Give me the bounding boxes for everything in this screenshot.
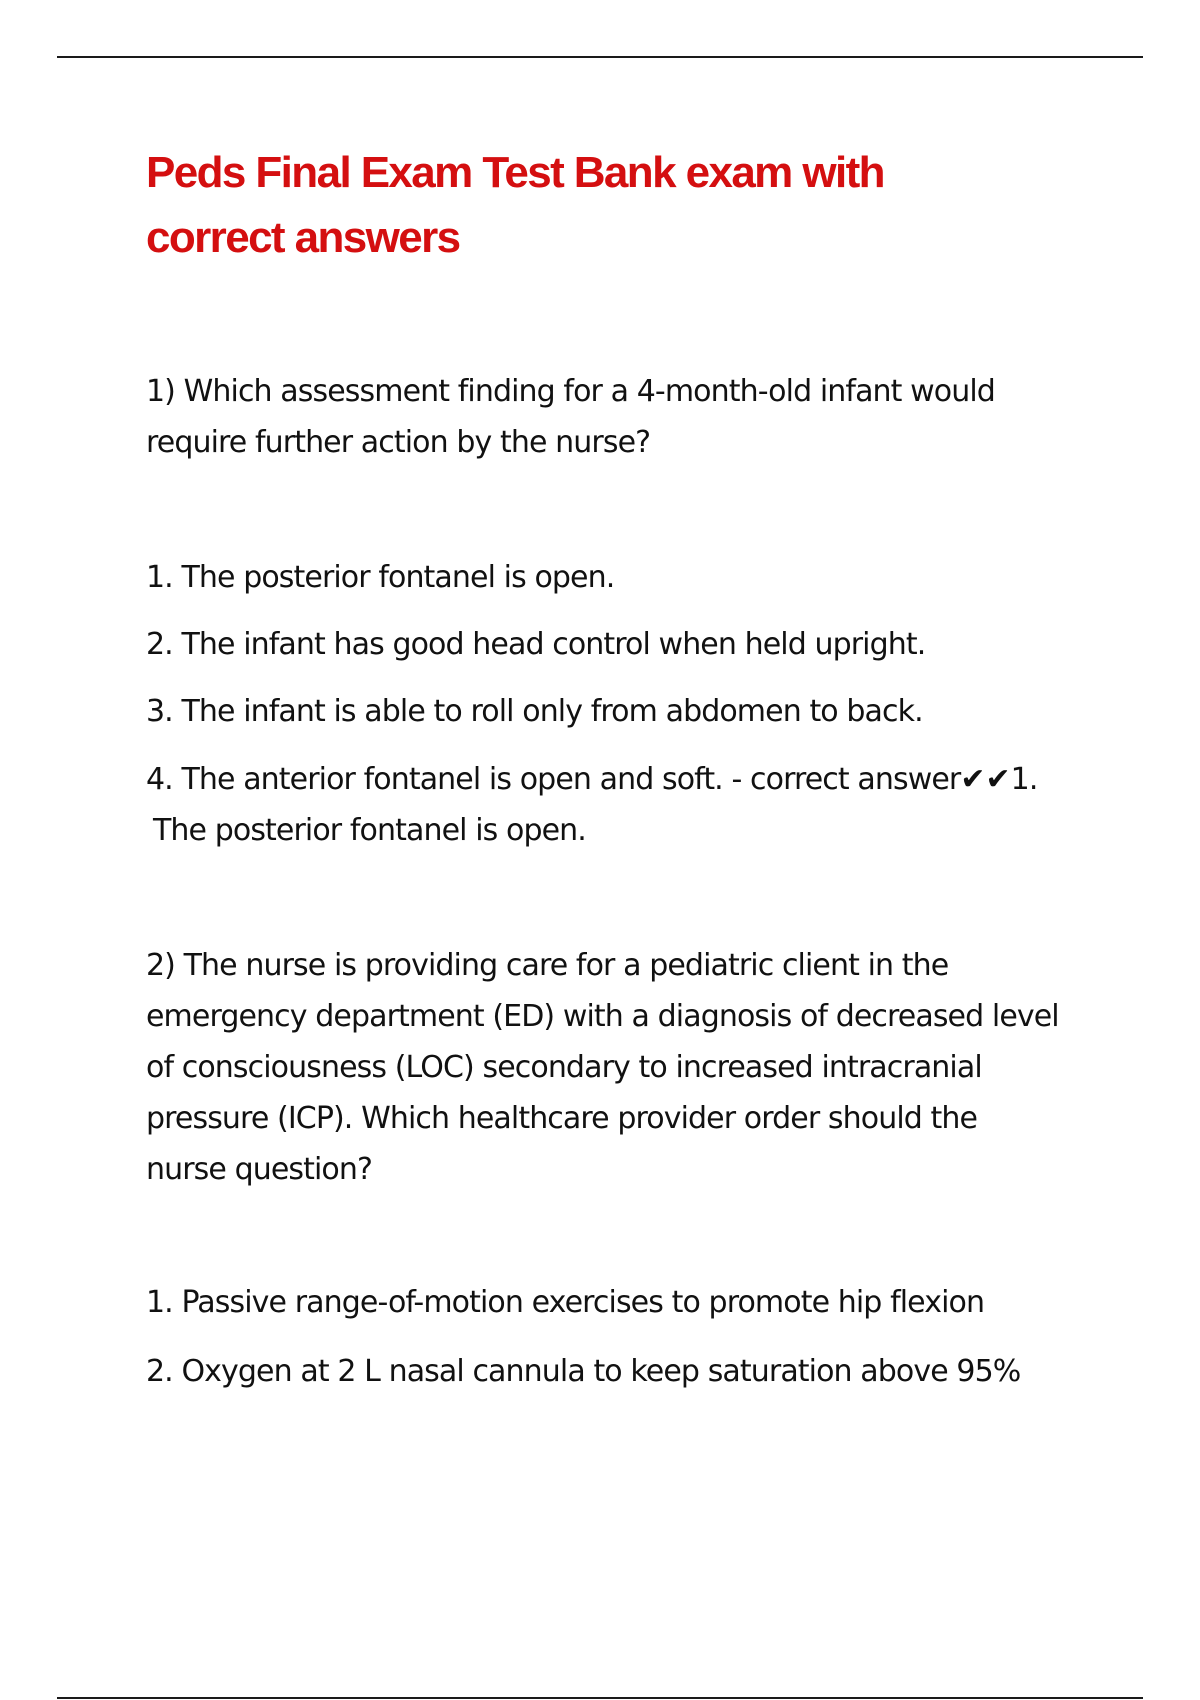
question-1-option-3: 3. The infant is able to roll only from abdomen to back. xyxy=(146,694,923,729)
top-rule xyxy=(57,56,1143,58)
question-2-prompt: 2) The nurse is providing care for a pediatric client in the emergency department (ED) with a diagnosis of decreased level of consciousness (LOC) secondary to increased intracranial pressure (ICP). Which healthcare provider order should the nurse question? xyxy=(146,948,1059,1187)
answer-number: 1. xyxy=(1010,762,1038,797)
question-1-option-2: 2. The infant has good head control when held upright. xyxy=(146,627,926,662)
answer-continuation: The posterior fontanel is open. xyxy=(153,813,586,848)
question-1-prompt: 1) Which assessment finding for a 4-month-old infant would require further action by the nurse? xyxy=(146,374,995,460)
question-2-option-2: 2. Oxygen at 2 L nasal cannula to keep saturation above 95% xyxy=(146,1354,1021,1389)
question-1-option-4-with-answer xyxy=(146,754,1106,856)
title-line-1: Peds Final Exam Test Bank exam with xyxy=(146,148,884,197)
double-check-icon: ✔✔ xyxy=(960,762,1011,797)
title-line-2: correct answers xyxy=(146,213,460,262)
question-2-option-1: 1. Passive range-of-motion exercises to promote hip flexion xyxy=(146,1285,985,1320)
document-title xyxy=(146,140,1046,270)
option-4-text: 4. The anterior fontanel is open and soft. - correct answer xyxy=(146,762,961,797)
question-1-option-1: 1. The posterior fontanel is open. xyxy=(146,560,615,595)
bottom-rule xyxy=(57,1697,1143,1699)
